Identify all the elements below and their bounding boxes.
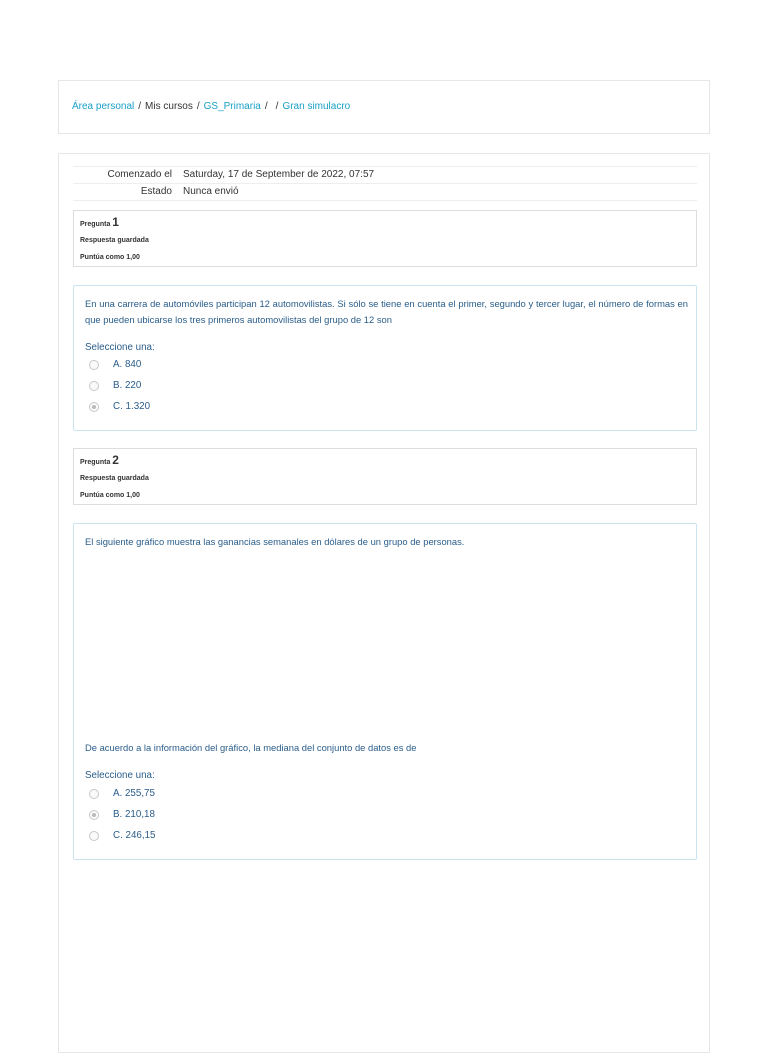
question-1-options — [85, 354, 150, 417]
question-2-text-followup: De acuerdo a la información del gráfico, la mediana del conjunto de datos es de — [85, 742, 417, 753]
radio-selected-icon[interactable] — [89, 810, 99, 820]
breadcrumb-separator: / — [275, 101, 279, 112]
breadcrumb-course-link[interactable]: GS_Primaria — [203, 101, 261, 112]
question-1-option-c[interactable] — [85, 396, 150, 417]
question-1-label: Pregunta — [80, 221, 111, 228]
breadcrumb-home-link[interactable]: Área personal — [72, 101, 135, 112]
option-label: B. 220 — [113, 380, 142, 391]
started-label: Comenzado el — [107, 169, 172, 180]
summary-row-started — [73, 166, 697, 183]
attempt-summary-table — [73, 166, 697, 201]
question-2-text: El siguiente gráfico muestra las ganancias semanales en dólares de un grupo de personas. — [85, 536, 465, 547]
question-2-chart-area — [85, 558, 688, 733]
breadcrumb — [72, 101, 350, 112]
question-2-options — [85, 783, 155, 846]
question-1-num: 1 — [112, 215, 119, 229]
radio-unselected-icon[interactable] — [89, 360, 99, 370]
radio-unselected-icon[interactable] — [89, 381, 99, 391]
question-1-info — [73, 210, 697, 267]
question-2-option-b[interactable] — [85, 804, 155, 825]
option-label: A. 255,75 — [113, 788, 155, 799]
question-1-number — [80, 215, 690, 232]
question-2-info — [73, 448, 697, 505]
breadcrumb-bar — [58, 80, 710, 134]
question-1-content — [73, 285, 697, 431]
question-2-grade: Puntúa como 1,00 — [80, 492, 140, 499]
breadcrumb-courses[interactable]: Mis cursos — [145, 101, 193, 112]
breadcrumb-quiz-link[interactable]: Gran simulacro — [282, 101, 351, 112]
radio-selected-icon[interactable] — [89, 402, 99, 412]
question-2-num: 2 — [112, 453, 119, 467]
question-2-status: Respuesta guardada — [80, 475, 149, 482]
question-1-text: En una carrera de automóviles participan 12 automovilistas. Si sólo se tiene en cuenta el primer, segundo y tercer lugar, el número de formas en que pueden ubicarse los tres primeros automovilistas del grupo de 12 son — [85, 298, 688, 325]
question-2-label: Pregunta — [80, 459, 111, 466]
question-2-select-label: Seleccione una: — [85, 770, 155, 781]
radio-unselected-icon[interactable] — [89, 831, 99, 841]
state-value: Nunca envió — [183, 186, 239, 197]
question-1-option-b[interactable] — [85, 375, 150, 396]
option-label: A. 840 — [113, 359, 142, 370]
radio-unselected-icon[interactable] — [89, 789, 99, 799]
question-1-status: Respuesta guardada — [80, 237, 149, 244]
option-label: C. 1.320 — [113, 401, 151, 412]
breadcrumb-separator: / — [196, 101, 200, 112]
option-label: B. 210,18 — [113, 809, 155, 820]
breadcrumb-separator: / — [138, 101, 142, 112]
summary-row-state — [73, 183, 697, 201]
breadcrumb-separator: / — [264, 101, 268, 112]
started-value: Saturday, 17 de September de 2022, 07:57 — [183, 169, 375, 180]
question-1-option-a[interactable] — [85, 354, 150, 375]
quiz-review-panel — [58, 153, 710, 1053]
question-1-grade: Puntúa como 1,00 — [80, 254, 140, 261]
question-1-select-label: Seleccione una: — [85, 342, 155, 353]
question-2-option-a[interactable] — [85, 783, 155, 804]
question-2-option-c[interactable] — [85, 825, 155, 846]
option-label: C. 246,15 — [113, 830, 156, 841]
state-label: Estado — [140, 186, 172, 197]
question-2-number — [80, 453, 690, 470]
question-2-content — [73, 523, 697, 860]
